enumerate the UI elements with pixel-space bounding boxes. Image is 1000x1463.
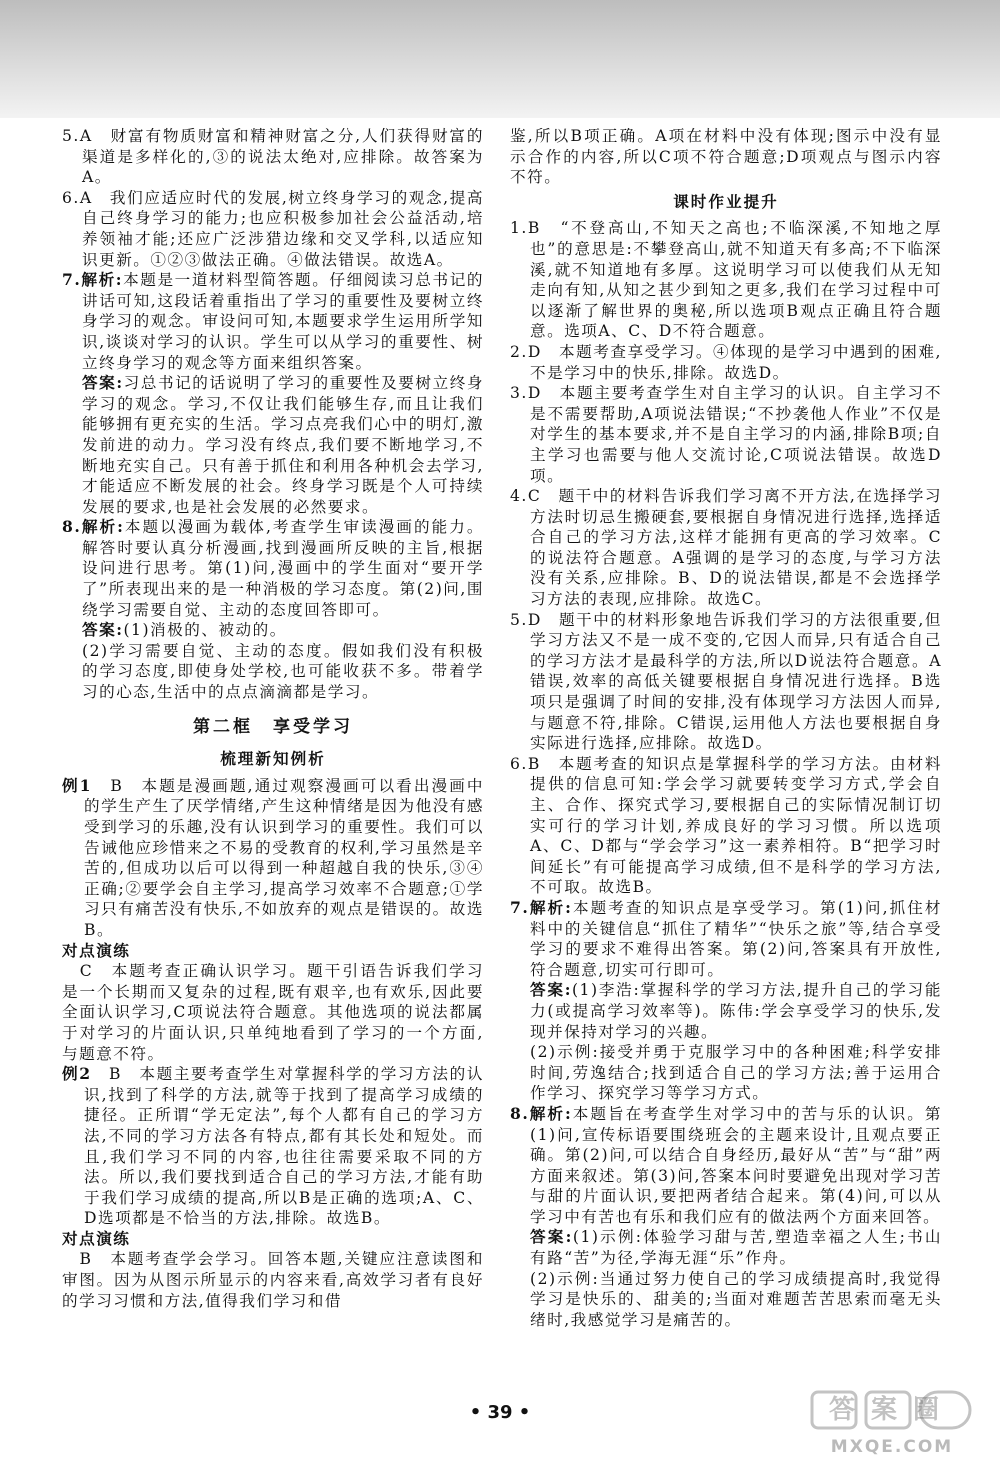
item-text: 5.A 财富有物质财富和精神财富之分,人们获得财富的渠道是多样化的,③的说法太绝对,应排除。故答案为A。 (62, 127, 484, 187)
item-text: 4.C 题干中的材料告诉我们学习离不开方法,在选择学习方法时切忌生搬硬套,要根据自身情况进行选择,选择适合自己的学习方法,这样才能拥有更高的学习效率。C的说法符合题意。A强调的是学习的态度,与学习方法没有关系,应排除。B、D的说法错误,都是不会选择学习方法的表现,应排除。故选C。 (510, 487, 942, 609)
section-heading (62, 717, 484, 738)
answer-item (510, 126, 942, 188)
item-text: 本题以漫画为载体,考查学生审读漫画的能力。解答时要认真分析漫画,找到漫画所反映的主旨,根据设问进行思考。第(1)问,漫画中的学生面对“要开学了”所表现出来的是一种消极的学习态度。第(2)问,围绕学习需要自觉、主动的态度回答即可。 (82, 518, 484, 619)
answer-paragraph (510, 1042, 942, 1104)
scanned-top-shadow (0, 0, 1000, 118)
item-text: 6.B 本题考查的知识点是掌握科学的学习方法。由材料提供的信息可知:学会学习就要转变学习方式,学会自主、合作、探究式学习,要根据自己的实际情况制订切实可行的学习计划,养成良好的学习习惯。所以选项A、C、D都与“学会学习”这一素养相符。B“把学习时间延长”有可能提高学习成绩,但不是科学的学习方法,不可取。故选B。 (510, 754, 942, 897)
item-text: 鉴,所以B项正确。A项在材料中没有体现;图示中没有显示合作的内容,所以C项不符合题意;D项观点与图示内容不符。 (510, 127, 942, 187)
item-text: 本题旨在考查学生对学习中的苦与乐的认识。第(1)问,宣传标语要围绕班会的主题来设计,且观点要正确。第(2)问,可以结合自身经历,最好从“苦”与“甜”两方面来叙述。第(3)问,答案本问时要避免出现对学习苦与甜的片面认识,要把两者结合起来。第(4)问,可以从学习中有苦也有乐和我们应有的做法两个方面来回答。 (530, 1104, 942, 1226)
item-text: 1.B “不登高山,不知天之高也;不临深溪,不知地之厚也”的意思是:不攀登高山,就不知道天有多高;不下临深溪,就不知道地有多厚。这说明学习可以使我们从无知走向有知,从知之甚少到知之更多,我们在学习过程中可以逐渐了解世界的奥秘,所以选项B观点正确且符合题意。选项A、C、D不符合题意。 (510, 219, 942, 341)
answer-paragraph (510, 980, 942, 1042)
item-text: B 本题考查学会学习。回答本题,关键应注意读图和审图。因为从图示所显示的内容来看,高效学习者有良好的学习习惯和方法,值得我们学习和借 (62, 1250, 484, 1310)
item-text: (1)消极的、被动的。 (123, 621, 287, 640)
item-label: 例1 (62, 775, 93, 795)
watermark-url: MXQE.COM (830, 1437, 954, 1457)
item-text: 6.A 我们应适应时代的发展,树立终身学习的观念,提高自己终身学习的能力;也应积极参加社会公益活动,培养领袖才能;还应广泛涉猎边缘和交叉学科,以适应知识更新。①②③做法正确。④做法错误。故选A。 (62, 188, 484, 269)
item-label: 8.解析: (62, 517, 125, 537)
answer-item (510, 754, 942, 898)
item-text: 2.D 本题考查享受学习。④体现的是学习中遇到的困难,不是学习中的快乐,排除。故选D。 (510, 342, 942, 382)
item-text: 5.D 题干中的材料形象地告诉我们学习的方法很重要,但学习方法又不是一成不变的,它因人而异,只有适合自己的学习方法才是最科学的方法,所以D说法符合题意。A错误,效率的高低关键要根据自身情况进行选择。B选项只是强调了时间的安排,没有体现学习方法因人而异,与题意不符,排除。C错误,运用他人方法也要根据自身实际进行选择,应排除。故选D。 (510, 610, 942, 753)
left-column (62, 126, 484, 1311)
item-label: 8.解析: (510, 1103, 573, 1123)
item-text: (1)示例:体验学习甜与苦,塑造幸福之人生;书山有路“苦”为径,学海无涯“乐”作舟。 (530, 1228, 942, 1268)
page-number: • 39 • (469, 1402, 531, 1423)
answer-item (62, 1064, 484, 1229)
answer-item (62, 776, 484, 941)
answer-item (62, 270, 484, 373)
item-text: 3.D 本题主要考查学生对自主学习的认识。自主学习不是不需要帮助,A项说法错误;“不抄袭他人作业”不仅是对学生的基本要求,并不是自主学习的内涵,排除B项;自主学习也需要与他人交流讨论,C项说法错误。故选D项。 (510, 384, 942, 485)
answer-item (62, 126, 484, 188)
answer-item (510, 218, 942, 342)
watermark-logo (808, 1388, 978, 1458)
item-text: 对点演练 (62, 1228, 131, 1248)
item-text: (2)学习需要自觉、主动的态度。假如我们没有积极的学习态度,即使身处学校,也可能收获不多。带着学习的心态,生活中的点点滴滴都是学习。 (82, 641, 484, 702)
item-label: 答案: (82, 620, 124, 640)
subsection-heading (62, 749, 484, 770)
answer-paragraph (510, 1269, 942, 1331)
item-text: C 本题考查正确认识学习。题干引语告诉我们学习是一个长期而又复杂的过程,既有艰辛,也有欢乐,因此要全面认识学习,C项说法符合题意。其他选项的说法都属于对学习的片面认识,只单纯地看到了学习的一个方面,与题意不符。 (62, 962, 484, 1063)
answer-item (510, 383, 942, 486)
item-label: 例2 (62, 1064, 92, 1084)
item-text: 本题是一道材料型简答题。仔细阅读习总书记的讲话可知,这段话着重指出了学习的重要性及要树立终身学习的观念。审设问可知,本题要求学生运用所学知识,谈谈对学习的认识。学生可以从学习的重要性、树立终身学习的观念等方面来组织答案。 (82, 271, 484, 372)
answer-item (62, 1249, 484, 1311)
answer-item (62, 961, 484, 1064)
item-text: B 本题是漫画题,通过观察漫画可以看出漫画中的学生产生了厌学情绪,产生这种情绪是因为他没有感受到学习的乐趣,没有认识到学习的重要性。我们可以告诫他应珍惜来之不易的受教育的权利,学习虽然是辛苦的,但成功以后可以得到一种超越自我的快乐,③④正确;②要学会自主学习,提高学习效率不合题意;①学习只有痛苦没有快乐,不如放弃的观点是错误的。故选B。 (84, 776, 484, 939)
item-label: 7.解析: (62, 270, 124, 290)
item-text: (2)示例:接受并勇于克服学习中的各种困难;科学安排时间,劳逸结合;找到适合自己的学习方法;善于运用合作学习、探究学习等学习方式。 (530, 1043, 942, 1103)
drill-heading (62, 941, 484, 962)
answer-item (62, 517, 484, 620)
item-text: (1)李浩:掌握科学的学习方法,提升自己的学习能力(或提高学习效率等)。陈伟:学会享受学习的快乐,发现并保持对学习的兴趣。 (530, 981, 942, 1041)
item-text: 习总书记的话说明了学习的重要性及要树立终身学习的观念。学习,不仅让我们能够生存,而且让我们能够拥有更充实的生活。学习点亮我们心中的明灯,激发前进的动力。学习没有终点,我们要不断地学习,不断地充实自己。只有善于抓住和利用各种机会去学习,才能适应不断发展的社会。终身学习既是个人可持续发展的要求,也是社会发展的必然要求。 (82, 374, 484, 516)
answer-item (510, 342, 942, 383)
watermark-logo-text: 答案圈 (828, 1395, 956, 1425)
right-column (510, 126, 942, 1330)
answer-paragraph (62, 373, 484, 517)
item-label: 7.解析: (510, 897, 573, 917)
answer-paragraph (510, 1227, 942, 1268)
item-text: 对点演练 (62, 940, 131, 960)
item-label: 答案: (82, 373, 124, 393)
answer-paragraph (62, 641, 484, 703)
item-text: (2)示例:当通过努力使自己的学习成绩提高时,我觉得学习是快乐的、甜美的;当面对难题苦苦思索而毫无头绪时,我感觉学习是痛苦的。 (530, 1269, 942, 1329)
item-text: 课时作业提升 (673, 191, 779, 211)
item-label: 答案: (530, 1227, 573, 1247)
answer-item (510, 486, 942, 610)
subsection-heading (510, 192, 942, 213)
item-label: 答案: (530, 980, 572, 1000)
answer-item (510, 610, 942, 754)
answer-item (62, 188, 484, 270)
answer-paragraph (62, 620, 484, 641)
item-text: B 本题主要考查学生对掌握科学的学习方法的认识,找到了科学的方法,就等于找到了提高学习成绩的捷径。正所谓“学无定法”,每个人都有自己的学习方法,不同的学习方法各有特点,都有其长处和短处。而且,我们学习不同的内容,也往往需要采取不同的方法。所以,我们要找到适合自己的学习方法,才能有助于我们学习成绩的提高,所以B是正确的选项;A、C、D选项都是不恰当的方法,排除。故选B。 (84, 1065, 484, 1228)
item-text: 第二框 享受学习 (193, 716, 353, 737)
item-text: 本题考查的知识点是享受学习。第(1)问,抓住材料中的关键信息“抓住了精华”“快乐之旅”等,结合享受学习的要求不难得出答案。第(2)问,答案具有开放性,符合题意,切实可行即可。 (530, 898, 942, 979)
item-text: 梳理新知例析 (220, 749, 326, 769)
drill-heading (62, 1229, 484, 1250)
answer-item (510, 898, 942, 980)
answer-item (510, 1104, 942, 1228)
